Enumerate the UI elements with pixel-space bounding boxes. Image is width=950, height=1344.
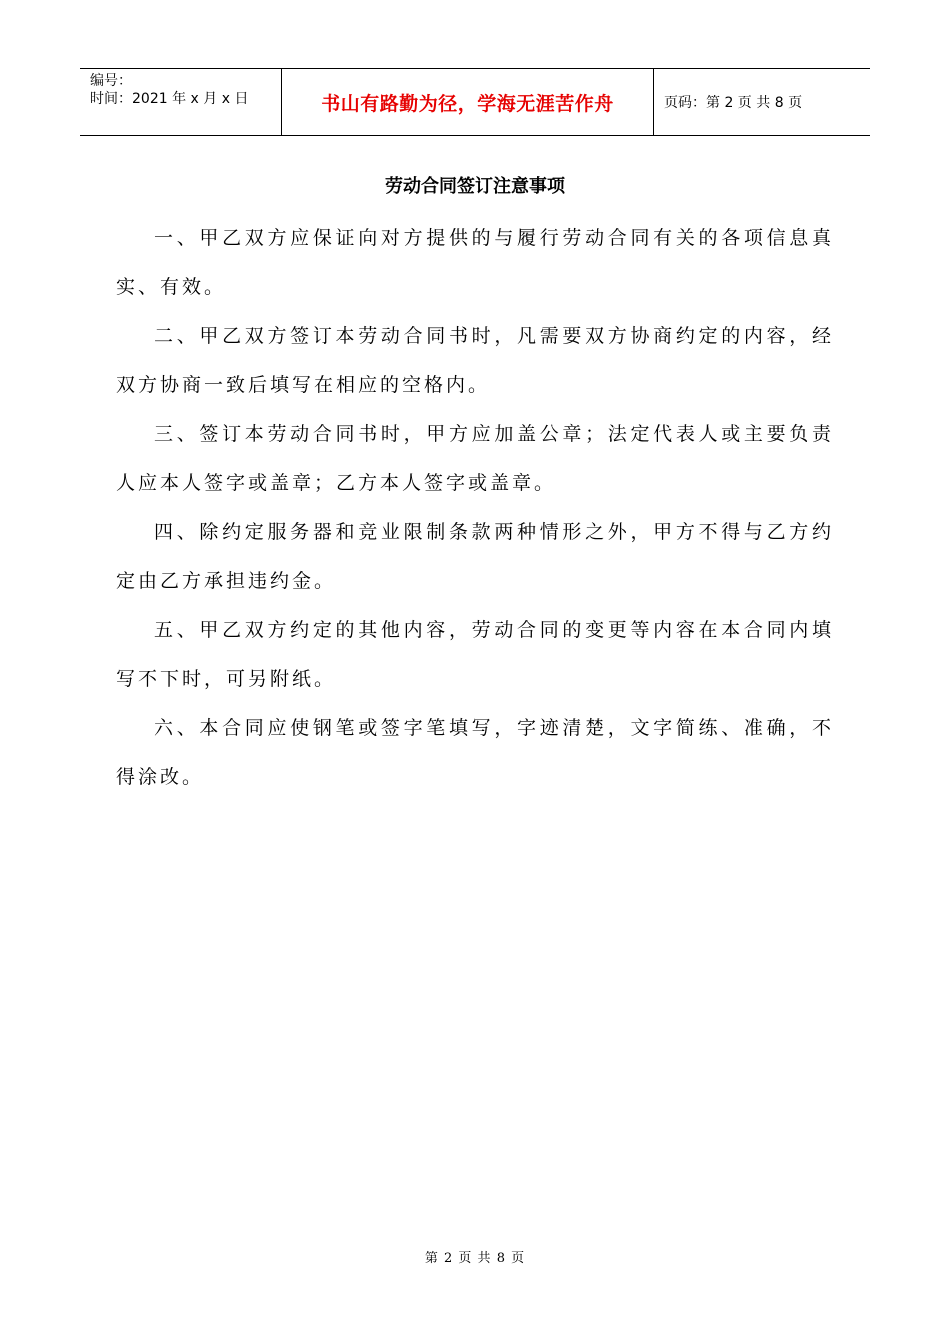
paragraph-4: 四、除约定服务器和竞业限制条款两种情形之外，甲方不得与乙方约定由乙方承担违约金。	[116, 521, 834, 592]
paragraph-2: 二、甲乙双方签订本劳动合同书时，凡需要双方协商约定的内容，经双方协商一致后填写在相应的空格内。	[116, 325, 834, 396]
document-body	[116, 214, 834, 802]
paragraph-5: 五、甲乙双方约定的其他内容，劳动合同的变更等内容在本合同内填写不下时，可另附纸。	[116, 619, 834, 690]
document-title: 劳动合同签订注意事项	[385, 176, 565, 197]
document-number: 编号：	[90, 73, 132, 89]
header-page-number: 页码：第 2 页 共 8 页	[664, 95, 803, 111]
header-meta	[80, 69, 282, 135]
paragraph-1: 一、甲乙双方应保证向对方提供的与履行劳动合同有关的各项信息真实、有效。	[116, 227, 834, 298]
paragraph-3: 三、签订本劳动合同书时，甲方应加盖公章；法定代表人或主要负责人应本人签字或盖章；乙方本人签字或盖章。	[116, 423, 834, 494]
header-page-cell	[654, 69, 870, 135]
header-motto-cell	[282, 69, 654, 135]
page-footer: 第 2 页 共 8 页	[424, 1251, 526, 1266]
document-time: 时间：2021 年 x 月 x 日	[90, 91, 249, 107]
page-header	[80, 68, 870, 136]
header-motto: 书山有路勤为径，学海无涯苦作舟	[321, 92, 614, 115]
paragraph-6: 六、本合同应使钢笔或签字笔填写，字迹清楚，文字简练、准确，不得涂改。	[116, 717, 834, 788]
